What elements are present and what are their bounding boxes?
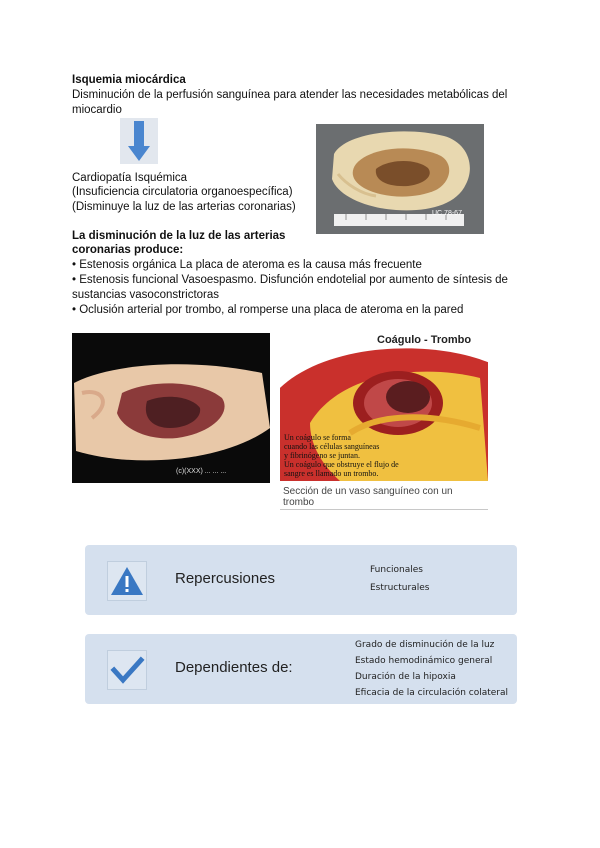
cause-item: • Estenosis funcional Vasoespasmo. Disfunción endotelial por aumento de síntesis de <box>72 274 508 286</box>
photo-label: (c)(XXX) ... ... ... <box>176 468 227 475</box>
panel-item: Duración de la hipoxia <box>355 672 456 682</box>
panel-item: Eficacia de la circulación colateral <box>355 688 509 698</box>
cardiopatia-line: (Disminuye la luz de las arterias coronarias) <box>72 201 296 213</box>
dependientes-panel <box>85 634 517 704</box>
causes-heading: coronarias produce: <box>72 244 184 256</box>
heart-section-photo <box>316 124 484 234</box>
thrombus-diagram <box>280 333 488 481</box>
figure-title: Coágulo - Trombo <box>377 334 472 346</box>
panel-item: Estado hemodinámico general <box>355 656 493 666</box>
cardiopatia-line: (Insuficiencia circulatoria organoespecífica) <box>72 186 293 198</box>
panel-item: Estructurales <box>370 583 430 593</box>
infarct-tissue-photo <box>72 333 270 483</box>
page-title: Isquemia miocárdica <box>72 74 186 86</box>
panel-title: Repercusiones <box>175 570 276 587</box>
cause-item: sustancias vasoconstrictoras <box>72 289 220 301</box>
photo-label: UC 78-67 <box>432 210 462 217</box>
warning-icon <box>107 561 147 601</box>
panel-item: Funcionales <box>370 565 423 575</box>
note-line: Un coágulo que obstruye el flujo de <box>284 460 399 469</box>
cause-item: • Estenosis orgánica La placa de ateroma es la causa más frecuente <box>72 259 422 271</box>
checkmark-icon <box>107 650 147 690</box>
panel-title: Dependientes de: <box>175 659 293 676</box>
down-arrow-icon <box>120 118 158 164</box>
thrombus-note <box>284 433 399 478</box>
note-line: y fibrinógeno se juntan. <box>284 451 360 460</box>
definition-line: Disminución de la perfusión sanguínea para atender las necesidades metabólicas del <box>72 89 508 101</box>
note-line: Un coágulo se forma <box>284 433 351 442</box>
causes-heading: La disminución de la luz de las arterias <box>72 230 286 242</box>
caption-divider <box>280 509 488 510</box>
panel-item: Grado de disminución de la luz <box>355 640 495 650</box>
repercusiones-panel <box>85 545 517 615</box>
note-line: sangre es llamado un trombo. <box>284 469 379 478</box>
figure-caption: Sección de un vaso sanguíneo con un <box>283 486 453 497</box>
definition-line: miocardio <box>72 104 122 116</box>
cause-item: • Oclusión arterial por trombo, al romperse una placa de ateroma en la pared <box>72 304 464 316</box>
figure-caption: trombo <box>283 497 315 508</box>
note-line: cuando las células sanguíneas <box>284 442 380 451</box>
cardiopatia-line: Cardiopatía Isquémica <box>72 172 188 184</box>
